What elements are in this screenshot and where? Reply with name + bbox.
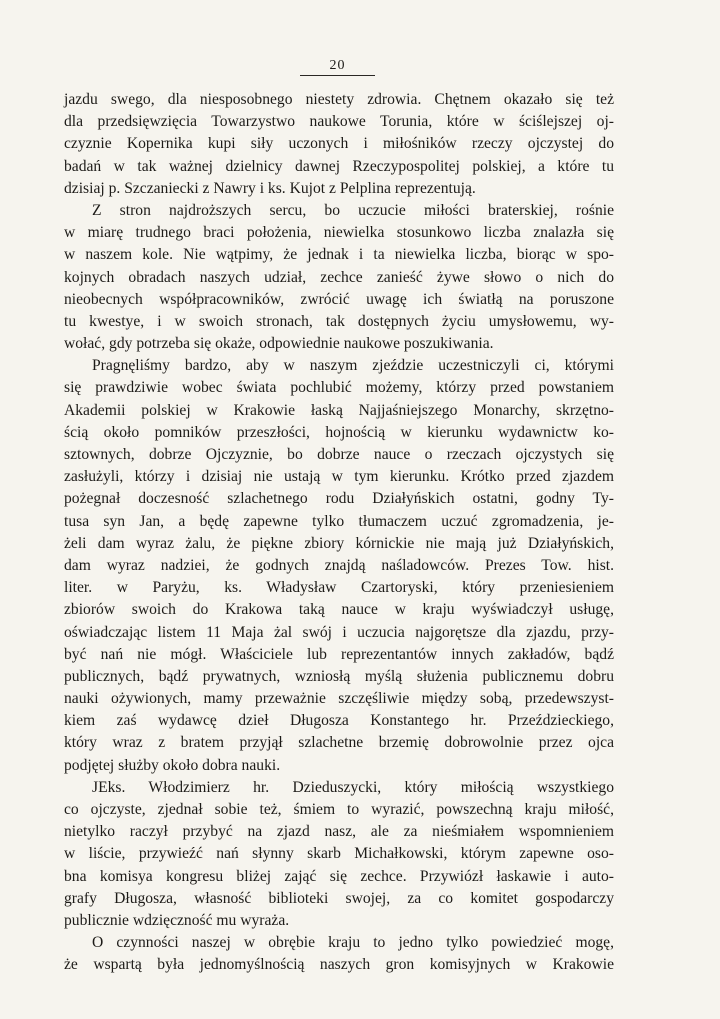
text-line: że wspartą była jednomyślnością naszych gron komisyjnych w Krakowie — [64, 956, 614, 974]
text-line: dam wyraz nadziei, że godnych znajdą naśladowców. Prezes Tow. hist. — [64, 556, 614, 574]
text-line: publicznych, bądź prywatnych, wzniosłą myślą służenia publicznemu dobru — [64, 667, 614, 685]
text-line: Z stron najdroższych sercu, bo uczucie miłości braterskiej, rośnie — [92, 201, 614, 219]
text-line: dla przedsięwzięcia Towarzystwo naukowe Torunia, które w ściślejszej oj- — [64, 113, 614, 131]
text-line: wołać, gdy potrzeba się okaże, odpowiednie naukowe poszukiwania. — [64, 335, 494, 353]
text-line: co ojczyste, zjednał sobie też, śmiem to wyrazić, powszechną kraju miłość, — [64, 801, 614, 818]
text-line: być nań nie mógł. Właściciele lub reprezentantów innych zakładów, bądź — [64, 645, 614, 663]
text-line: nauki ożywionych, mamy przeważnie szczęśliwie między sobą, przedewszyst- — [64, 690, 614, 708]
text-line: pożegnał doczesność szlachetnego rodu Działyńskich ostatni, godny Ty- — [64, 490, 614, 508]
text-line: kiem zaś wydawcę dzieł Długosza Konstantego hr. Przeździeckiego, — [64, 712, 614, 730]
text-line: bna komisya kongresu bliżej zająć się zechce. Przywiózł łaskawie i auto- — [64, 867, 614, 885]
text-line: oświadczając listem 11 Maja żal swój i uczucia najgorętsze dla zjazdu, przy- — [64, 623, 614, 641]
text-line: się prawdziwie wobec świata pochlubić możemy, którzy przed powstaniem — [64, 379, 614, 397]
text-line: kojnych obradach naszych udział, zechce zanieść żywe słowo o nich do — [64, 268, 614, 286]
text-line: nieobecnych współpracowników, zwrócić uwagę ich światłą na poruszone — [64, 290, 614, 308]
text-line: badań w tak ważnej dzielnicy dawnej Rzeczypospolitej polskiej, a które tu — [64, 157, 614, 175]
text-line: jazdu swego, dla niesposobnego niestety zdrowia. Chętnem okazało się też — [64, 91, 614, 108]
text-line: w naszem kole. Nie wątpimy, że jednak i ta niewielka liczba, biorąc w spo- — [64, 246, 614, 264]
text-line: tu kwestye, i w swoich stronach, tak dostępnych życiu umysłowemu, wy- — [64, 312, 614, 330]
text-line: podjętej służby około dobra nauki. — [64, 756, 281, 774]
text-line: nietylko raczył przybyć na zjazd nasz, ale za nieśmiałem wspomnieniem — [64, 823, 614, 841]
text-line: czyznie Kopernika kupi siły uczonych i miłośników rzeczy ojczystej do — [64, 135, 614, 153]
text-line: żeli dam wyraz żalu, że piękne zbiory kórnickie nie mają już Działyńskich, — [64, 534, 614, 552]
text-line: grafy Długosza, własność biblioteki swojej, za co komitet gospodarczy — [64, 889, 614, 907]
text-line: w liście, przywieźć nań słynny skarb Michałkowski, którym zapewne oso- — [64, 845, 614, 863]
text-line: sztownych, dobrze Ojczyznie, bo dobrze nauce o rzeczach ojczystych się — [64, 446, 614, 463]
text-line: który wraz z bratem przyjął szlachetne brzemię dobrowolnie przez ojca — [64, 734, 614, 752]
text-line: O czynności naszej w obrębie kraju to jedno tylko powiedzieć mogę, — [92, 934, 614, 952]
text-line: tusa syn Jan, a będę zapewne tylko tłumaczem uczuć zgromadzenia, je- — [64, 512, 614, 530]
text-line: zasłużyli, którzy i dzisiaj nie ustają w tym kierunku. Krótko przed zjazdem — [64, 468, 614, 486]
text-line: zbiorów swoich do Krakowa taką nauce w kraju wyświadczył usługę, — [64, 601, 614, 619]
text-line: publicznie wdzięczność mu wyraża. — [64, 911, 290, 929]
text-line: ścią około pomników przeszłości, hojnością w kierunku wydawnictw ko- — [64, 423, 614, 441]
header-rule — [300, 75, 375, 76]
page-number: 20 — [329, 58, 346, 73]
text-line: dzisiaj p. Szczaniecki z Nawry i ks. Kujot z Pelplina reprezentują. — [64, 179, 476, 197]
text-line: liter. w Paryżu, ks. Władysław Czartoryski, który przeniesieniem — [64, 579, 614, 597]
text-line: Akademii polskiej w Krakowie łaską Najjaśniejszego Monarchy, skrzętno- — [64, 401, 614, 419]
text-line: Pragnęliśmy bardzo, aby w naszym zjeździe uczestniczyli ci, którymi — [92, 357, 614, 375]
text-line: JEks. Włodzimierz hr. Dzieduszycki, który miłością wszystkiego — [92, 778, 614, 796]
body-text — [64, 89, 614, 977]
text-line: w miarę trudnego braci położenia, niewielka stosunkowo liczba znalazła się — [64, 224, 614, 242]
